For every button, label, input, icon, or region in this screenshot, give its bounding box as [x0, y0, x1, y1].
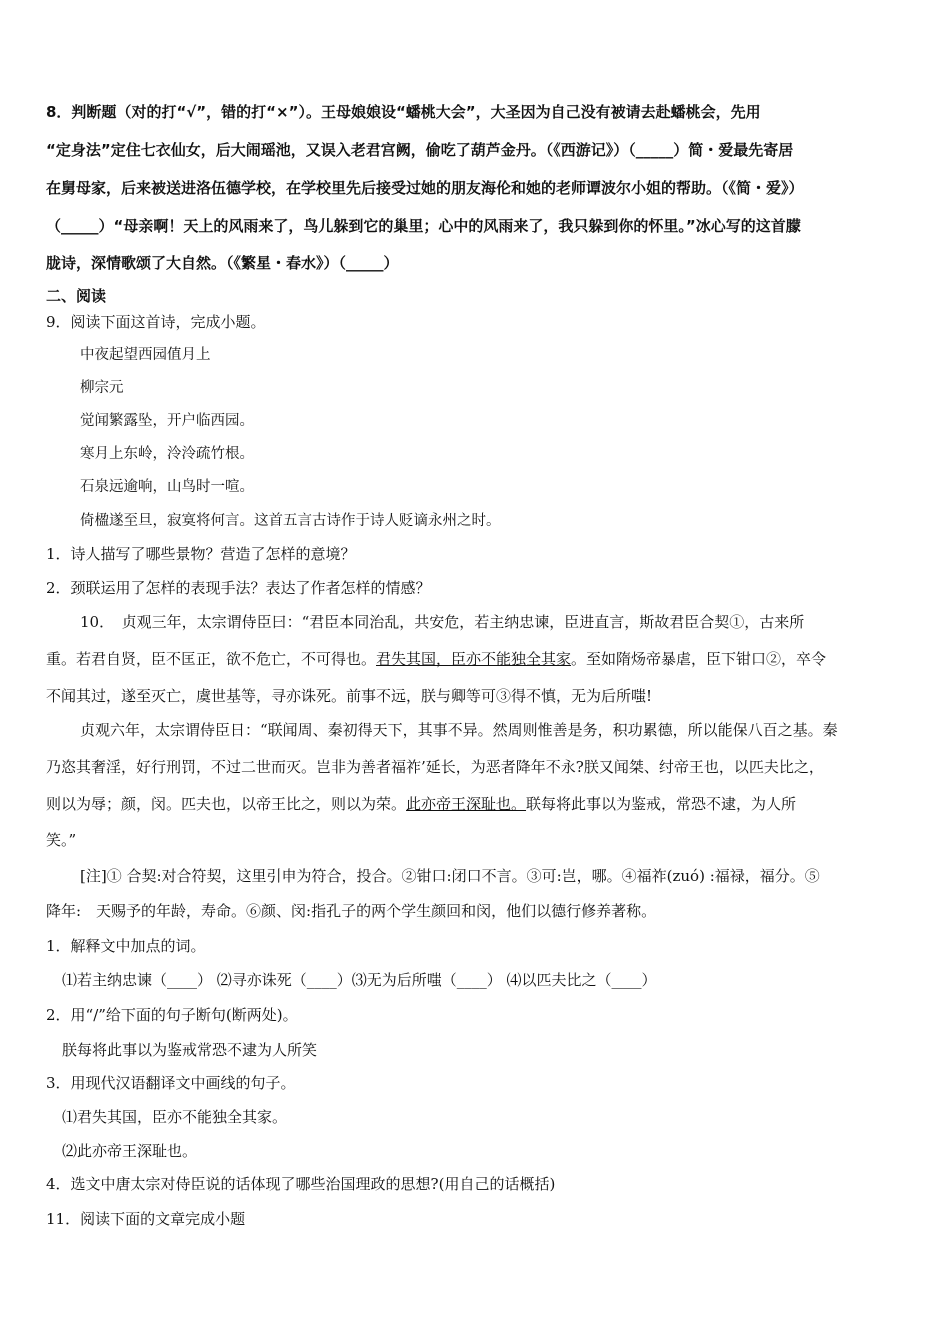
q10-question-1-items: ⑴若主纳忠谏（____） ⑵寻亦诛死（____）⑶无为后所嗤（____） ⑷以匹夫比之（____） — [62, 971, 657, 989]
poem-line: 倚楹遂至旦，寂寞将何言。这首五言古诗作于诗人贬谪永州之时。 — [80, 513, 501, 529]
passage-p2-line-3: 则以为辱；颜，闵。匹夫也，以帝王比之，则以为荣。此亦帝王深耻也。联每将此事以为鉴戒，常恐不逮，为人所 — [46, 795, 797, 813]
q9-prompt: 9．阅读下面这首诗，完成小题。 — [46, 313, 266, 331]
annotation-line-1: [注]① 合契:对合符契，这里引申为符合，投合。②钳口:闭口不言。③可:岂，哪。④福祚(zuó) :福禄，福分。⑤ — [80, 867, 820, 885]
q10-question-1: 1．解释文中加点的词。 — [46, 937, 206, 955]
passage-p2-line-2: 乃恣其奢淫，好行刑罚，不过二世而灭。岂非为善者福祚’延长，为恶者降年不永?朕又闻桀、纣帝王也，以匹夫比之， — [46, 758, 824, 776]
poem-line: 寒月上东岭，泠泠疏竹根。 — [80, 446, 254, 462]
q8-line-2: “定身法”定住七衣仙女，后大闹瑶池，又误入老君宫阙，偷吃了葫芦金丹。（《西游记》）（_____）简・爱最先寄居 — [46, 141, 794, 159]
q10-question-3-item-1: ⑴君失其国，臣亦不能独全其家。 — [62, 1108, 288, 1126]
passage-p2-line-1: 贞观六年，太宗谓侍臣日：“联闻周、秦初得天下，其事不异。然周则惟善是务，积功累德，所以能保八百之基。秦 — [80, 721, 838, 739]
passage-p1-line-3: 不闻其过，遂至灭亡，虞世基等，寻亦诛死。前事不远，朕与卿等可③得不慎，无为后所嗤! — [46, 687, 653, 705]
annotation-line-2: 降年: 天赐予的年龄，寿命。⑥颜、闵:指孔子的两个学生颜回和闵，他们以德行修养著称。 — [46, 902, 657, 920]
q10-question-4: 4．选文中唐太宗对侍臣说的话体现了哪些治国理政的思想?(用自己的话概括) — [46, 1175, 556, 1193]
q8-line-5: 胧诗，深情歌颂了大自然。（《繁星・春水》）（_____） — [46, 254, 399, 272]
q11-prompt: 11．阅读下面的文章完成小题 — [46, 1210, 246, 1228]
q10-question-2: 2．用“/”给下面的句子断句(断两处)。 — [46, 1006, 298, 1024]
q8-line-1: 8．判断题（对的打“√”，错的打“×”）。王母娘娘设“蟠桃大会”，大圣因为自己没有被请去赴蟠桃会，先用 — [46, 103, 761, 121]
q8-line-4: （_____）“母亲啊！天上的风雨来了，鸟儿躲到它的巢里；心中的风雨来了，我只躲到你的怀里。”冰心写的这首朦 — [46, 217, 801, 235]
poem-line: 石泉远逾响，山鸟时一喧。 — [80, 479, 254, 495]
poem-line: 觉闻繁露坠，开户临西园。 — [80, 413, 254, 429]
poem-author: 柳宗元 — [80, 380, 124, 396]
underlined-sentence-1: 君失其国，臣亦不能独全其家 — [376, 650, 572, 668]
passage-p1-line-2: 重。若君自贤，臣不匡正，欲不危亡，不可得也。君失其国，臣亦不能独全其家。至如隋炀帝暴虐，臣下钳口②，卒令 — [46, 650, 827, 668]
passage-p1-line-1: 10． 贞观三年，太宗谓侍臣曰：“君臣本同治乱，共安危，若主纳忠谏，臣进直言，斯故君臣合契①，古来所 — [80, 613, 805, 631]
q9-question-1: 1．诗人描写了哪些景物？营造了怎样的意境？ — [46, 545, 356, 563]
underlined-sentence-2: 此亦帝王深耻也。 — [406, 795, 527, 813]
q8-line-3: 在舅母家，后来被送进洛伍德学校，在学校里先后接受过她的朋友海伦和她的老师谭波尔小姐的帮助。（《简・爱》） — [46, 179, 804, 197]
q9-question-2: 2．颈联运用了怎样的表现手法？表达了作者怎样的情感？ — [46, 579, 431, 597]
passage-p2-line-4: 笑。” — [46, 831, 77, 849]
q10-question-2-sentence: 朕每将此事以为鉴戒常恐不逮为人所笑 — [62, 1041, 318, 1059]
poem-title: 中夜起望西园值月上 — [80, 347, 211, 363]
q10-question-3-item-2: ⑵此亦帝王深耻也。 — [62, 1142, 198, 1160]
q10-question-3: 3．用现代汉语翻译文中画线的句子。 — [46, 1074, 296, 1092]
section-title: 二、阅读 — [46, 287, 107, 305]
